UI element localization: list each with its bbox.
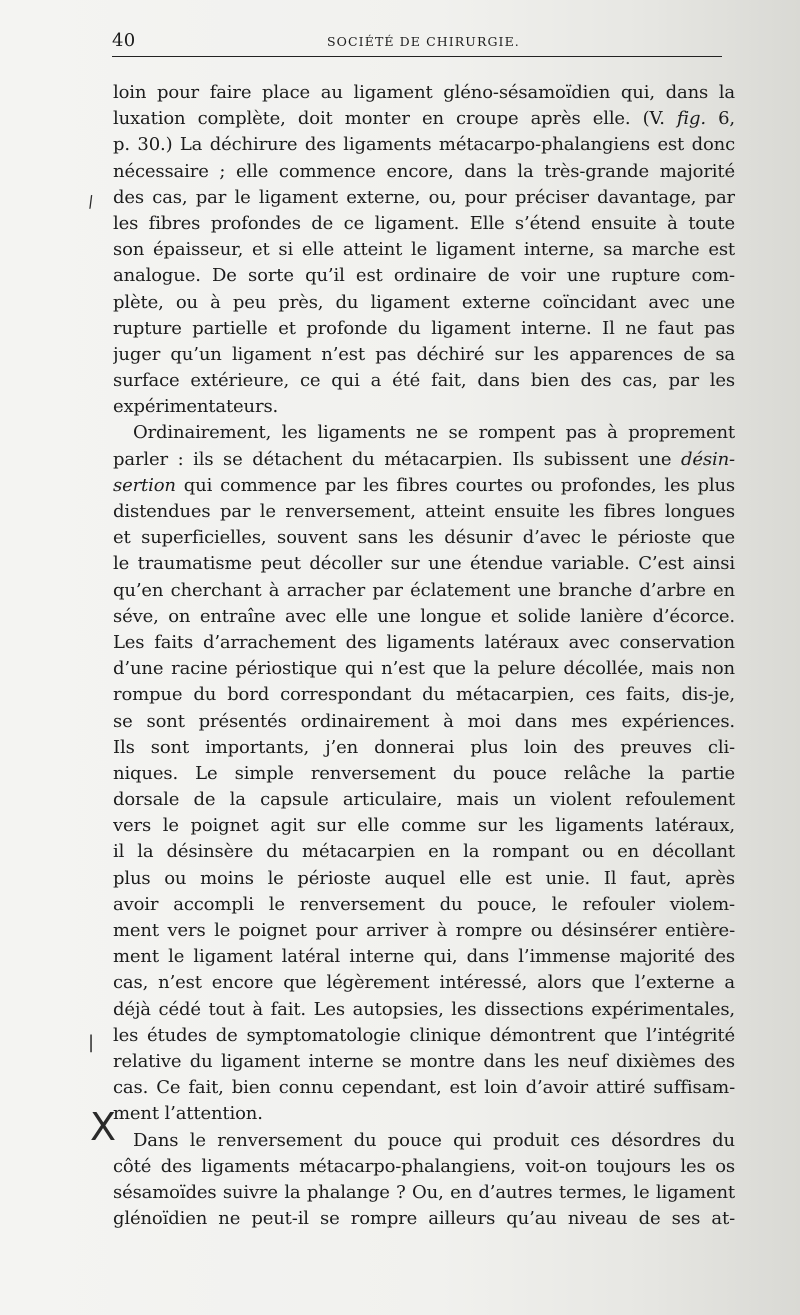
text-line: cas, n’est encore que légèrement intéressé, alors que l’externe a: [113, 972, 735, 994]
page-number: 40: [112, 30, 136, 51]
text-line: dorsale de la capsule articulaire, mais un violent refoulement: [113, 789, 735, 811]
text-line: se sont présentés ordinairement à moi dans mes expériences.: [113, 710, 735, 732]
text-line: rompue du bord correspondant du métacarpien, ces faits, dis-je,: [113, 684, 735, 706]
text-line: cas. Ce fait, bien connu cependant, est loin d’avoir attiré suffisam-: [113, 1077, 735, 1099]
text-line: il la désinsère du métacarpien en la rompant ou en décollant: [113, 841, 735, 863]
text-line: Ordinairement, les ligaments ne se rompent pas à proprement: [133, 422, 735, 444]
text-line: et superficielles, souvent sans les désunir d’avec le périoste que: [113, 527, 735, 549]
text-line: les fibres profondes de ce ligament. Elle s’étend ensuite à toute: [113, 212, 735, 234]
body-text: [113, 80, 735, 1232]
text-line: plus ou moins le périoste auquel elle est unie. Il faut, après: [113, 867, 735, 889]
text-line: glénoïdien ne peut-il se rompre ailleurs qu’au niveau de ses at-: [113, 1208, 735, 1230]
text-line: ment le ligament latéral interne qui, dans l’immense majorité des: [113, 946, 735, 968]
text-line: sésamoïdes suivre la phalange ? Ou, en d’autres termes, le ligament: [113, 1181, 735, 1203]
running-title: SOCIÉTÉ DE CHIRURGIE.: [327, 34, 520, 49]
text-line: côté des ligaments métacarpo-phalangiens, voit-on toujours les os: [113, 1155, 735, 1177]
text-line: surface extérieure, ce qui a été fait, dans bien des cas, par les: [113, 370, 735, 392]
text-line: nécessaire ; elle commence encore, dans la très-grande majorité: [113, 160, 735, 182]
text-line: luxation complète, doit monter en croupe après elle. (V. fig. 6,: [113, 108, 735, 130]
text-line: sertion qui commence par les fibres courtes ou profondes, les plus: [113, 474, 735, 496]
margin-pencil-mark: |: [88, 1032, 95, 1053]
text-line: avoir accompli le renversement du pouce, le refouler violem-: [113, 893, 735, 915]
text-line: qu’en cherchant à arracher par éclatement une branche d’arbre en: [113, 579, 735, 601]
text-line: distendues par le renversement, atteint ensuite les fibres longues: [113, 501, 735, 522]
text-line: relative du ligament interne se montre dans les neuf dixièmes des: [113, 1050, 735, 1072]
text-line: Ils sont importants, j’en donnerai plus loin des preuves cli-: [113, 736, 735, 758]
text-line: parler : ils se détachent du métacarpien. Ils subissent une désin-: [113, 448, 735, 470]
text-line: Dans le renversement du pouce qui produit ces désordres du: [133, 1129, 735, 1151]
margin-cross-mark: X: [90, 1105, 117, 1149]
text-line: son épaisseur, et si elle atteint le ligament interne, sa marche est: [113, 239, 735, 261]
text-line: p. 30.) La déchirure des ligaments métacarpo-phalangiens est donc: [113, 134, 735, 156]
margin-pencil-mark: /: [86, 191, 95, 212]
italic-desin: désin-: [681, 448, 735, 470]
text-line: vers le poignet agit sur elle comme sur les ligaments latéraux,: [113, 815, 735, 837]
text-line: juger qu’un ligament n’est pas déchiré sur les apparences de sa: [113, 343, 735, 365]
text-line: expérimentateurs.: [113, 396, 279, 418]
text-line: loin pour faire place au ligament gléno-sésamoïdien qui, dans la: [113, 82, 735, 103]
text-line: analogue. De sorte qu’il est ordinaire de voir une rupture com-: [113, 265, 735, 287]
text-line: plète, ou à peu près, du ligament externe coïncidant avec une: [113, 291, 735, 313]
text-line: d’une racine périostique qui n’est que la pelure décollée, mais non: [113, 658, 735, 680]
text-line: séve, on entraîne avec elle une longue et solide lanière d’écorce.: [113, 605, 735, 627]
text-line: ment vers le poignet pour arriver à rompre ou désinsérer entière-: [113, 920, 735, 941]
text-line: les études de symptomatologie clinique démontrent que l’intégrité: [113, 1024, 735, 1046]
text-line: des cas, par le ligament externe, ou, pour préciser davantage, par: [113, 186, 735, 208]
page-header: [112, 26, 722, 57]
text-line: niques. Le simple renversement du pouce relâche la partie: [113, 762, 735, 784]
text-line: rupture partielle et profonde du ligament interne. Il ne faut pas: [113, 317, 735, 339]
text-line: ment l’attention.: [113, 1103, 263, 1125]
text-line: Les faits d’arrachement des ligaments latéraux avec conservation: [113, 631, 735, 653]
italic-fig: fig.: [676, 108, 706, 130]
italic-sertion: sertion: [113, 474, 176, 496]
text-line: déjà cédé tout à fait. Les autopsies, les dissections expérimentales,: [113, 998, 735, 1020]
text-line: le traumatisme peut décoller sur une étendue variable. C’est ainsi: [113, 553, 735, 575]
